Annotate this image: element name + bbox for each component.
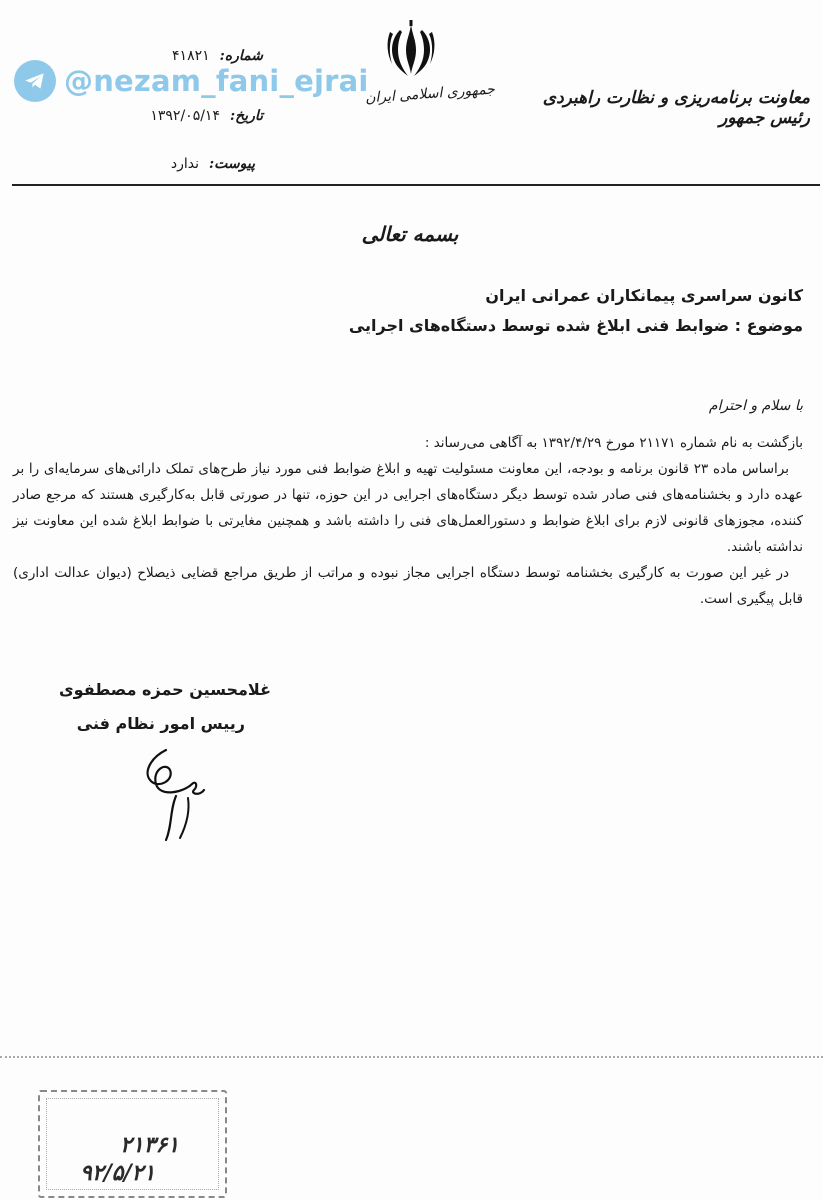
stamp-date: ۹۲/۵/۲۱ <box>80 1160 156 1186</box>
received-stamp <box>38 1090 227 1198</box>
stamp-number: ۲۱۳۶۱ <box>120 1132 180 1158</box>
letter-body <box>13 430 803 612</box>
watermark-handle: @nezam_fani_ejrai <box>64 64 369 98</box>
paragraph-2: در غیر این صورت به کارگیری بخشنامه توسط دستگاه اجرایی مجاز نبوده و مراتب از طریق مراجع قضایی ذیصلاح (دیوان عدالت اداری) قابل پیگیری است. <box>13 565 803 607</box>
signatory-title: رییس امور نظام فنی <box>76 714 245 733</box>
date-label: تاریخ: <box>229 108 263 124</box>
signatory-name: غلامحسین حمزه مصطفوی <box>59 680 271 699</box>
iran-emblem-icon <box>384 20 438 86</box>
intro-line: بازگشت به نام شماره ۲۱۱۷۱ مورخ ۱۳۹۲/۴/۲۹ به آگاهی می‌رساند : <box>424 435 803 451</box>
attachment-value: ندارد <box>170 156 199 172</box>
greeting: با سلام و احترام <box>708 398 803 414</box>
date-value: ۱۳۹۲/۰۵/۱۴ <box>150 108 220 124</box>
subject: موضوع : ضوابط فنی ابلاغ شده توسط دستگاه‌های اجرایی <box>348 316 803 335</box>
handwritten-signature <box>130 740 230 854</box>
telegram-icon <box>14 60 56 102</box>
footer-dotted-line <box>0 1056 823 1058</box>
number-label: شماره: <box>219 48 263 64</box>
letter-number-row <box>172 48 263 64</box>
letter-date-row <box>150 108 263 124</box>
number-value: ۴۱۸۲۱ <box>172 48 210 64</box>
header-divider <box>12 184 820 186</box>
recipient: کانون سراسری پیمانکاران عمرانی ایران <box>485 286 803 305</box>
attachment-row <box>171 156 255 172</box>
attachment-label: پیوست: <box>209 156 255 172</box>
vice-presidency-title: معاونت برنامه‌ریزی و نظارت راهبردی رئیس جمهور <box>542 88 810 128</box>
telegram-watermark <box>14 60 369 102</box>
bismillah: بسمه تعالی <box>361 222 459 246</box>
paragraph-1: براساس ماده ۲۳ قانون برنامه و بودجه، این معاونت مسئولیت تهیه و ابلاغ ضوابط فنی مورد نیاز طرح‌های تملک دارائی‌های سرمایه‌ای را بر عهده دارد و بخشنامه‌های فنی صادر شده توسط دیگر دستگاه‌های اجرایی در این حوزه، تنها در صورتی قابل به‌کارگیری هستند که مرجع صادر کننده، مجوزهای قانونی لازم برای ابلاغ ضوابط و دستورالعمل‌های فنی را داشته باشد و همچنین مغایرتی با ضوابط ابلاغ شده این معاونت نیز نداشته باشند. <box>13 461 803 555</box>
republic-title: جمهوری اسلامی ایران <box>364 81 496 107</box>
